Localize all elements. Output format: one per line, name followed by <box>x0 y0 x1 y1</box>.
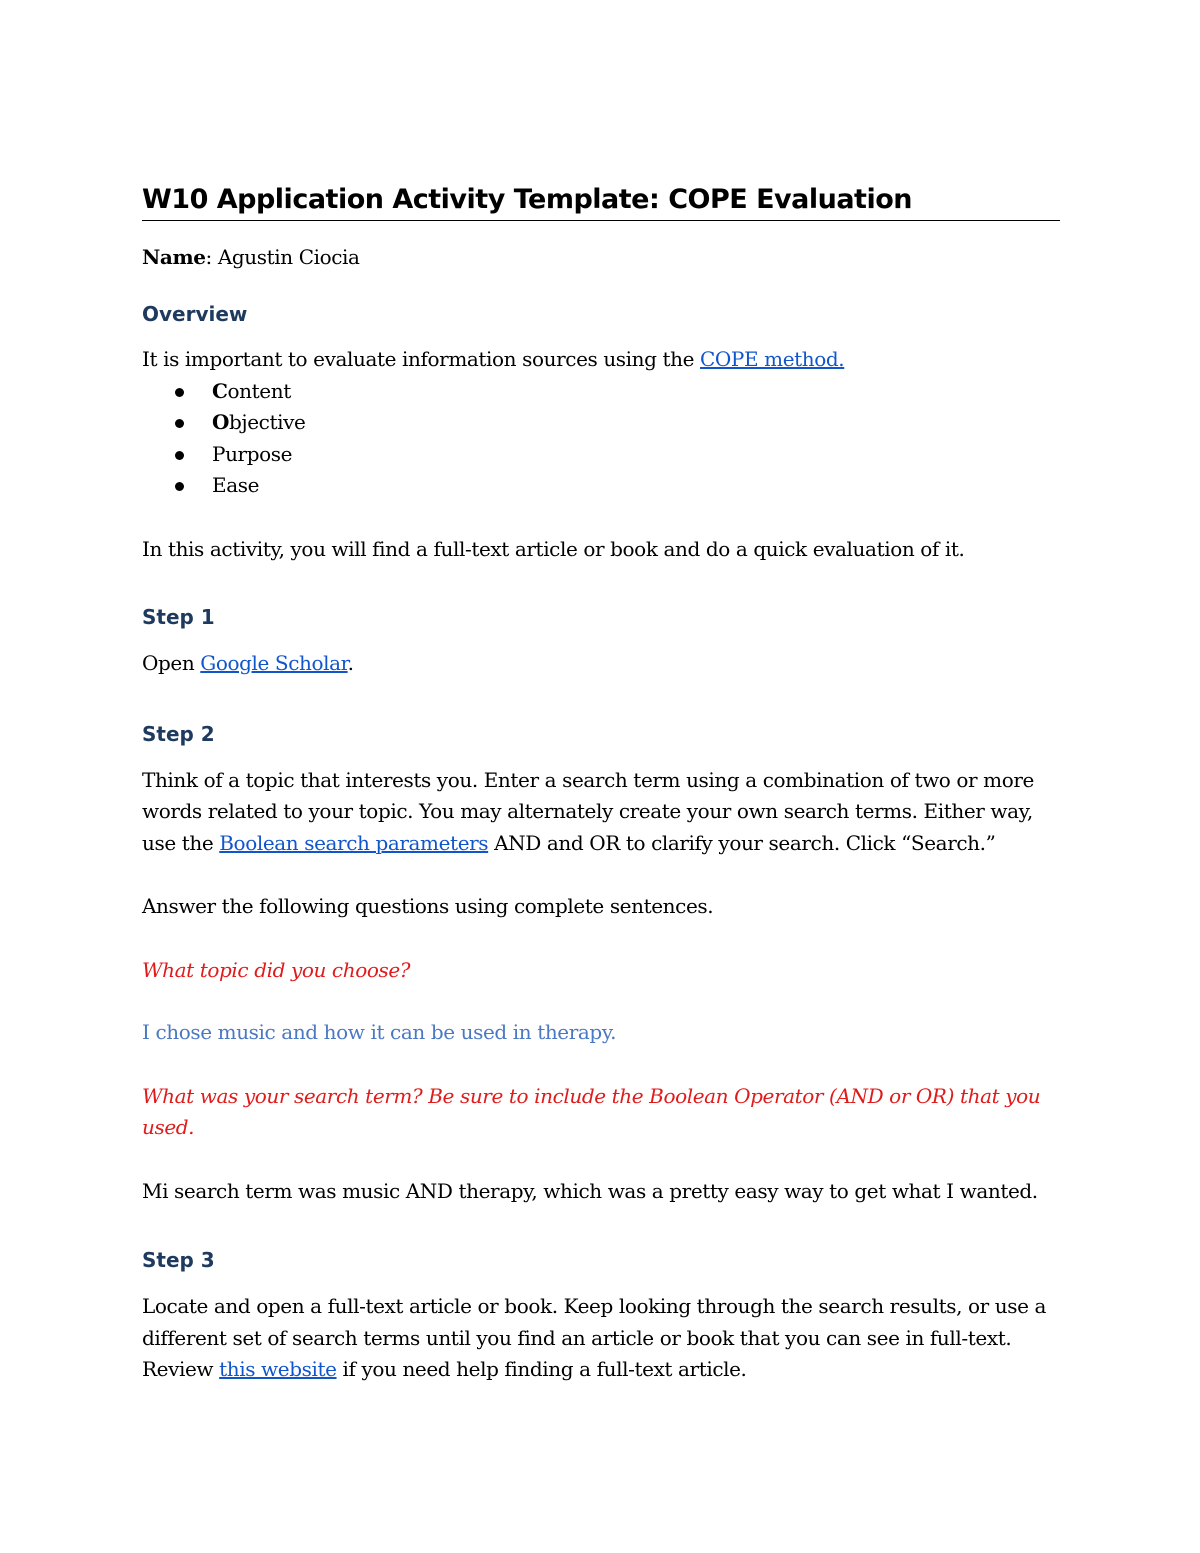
name-value: : Agustin Ciocia <box>205 245 360 269</box>
step1-text-before: Open <box>142 651 201 675</box>
list-item-initial: O <box>212 410 230 434</box>
list-item-rest: ase <box>226 473 260 497</box>
overview-intro <box>142 344 1060 376</box>
this-website-link[interactable]: this website <box>219 1357 337 1381</box>
list-item-rest: bjective <box>229 410 306 434</box>
cope-method-link[interactable]: COPE method. <box>700 347 845 371</box>
step1-text-after: . <box>347 651 354 675</box>
list-item <box>142 439 1060 471</box>
bullet-icon <box>175 451 184 460</box>
answer-topic: I chose music and how it can be used in therapy. <box>142 1020 617 1044</box>
bullet-icon <box>175 419 184 428</box>
boolean-search-link[interactable]: Boolean search parameters <box>219 830 489 855</box>
step3-text-before: Locate and open a full-text article or book. Keep looking through the search results, or use a different set of search terms until you find an article or book that you can see in full-text. Review <box>142 1294 1047 1381</box>
name-line <box>142 241 1060 273</box>
bullet-icon <box>175 388 184 397</box>
list-item-rest: urpose <box>225 441 293 466</box>
step1-heading: Step 1 <box>142 605 215 629</box>
list-item-rest: ontent <box>227 378 291 403</box>
step1-text <box>142 648 1060 680</box>
overview-heading: Overview <box>142 302 248 326</box>
answer-search-term: Mi search term was music AND therapy, which was a pretty easy way to get what I wanted. <box>142 1178 1038 1203</box>
list-item-initial: E <box>212 473 227 497</box>
step3-text-after: if you need help finding a full-text article. <box>336 1357 747 1381</box>
step2-text-after: AND and OR to clarify your search. Click “Search.” <box>488 830 996 855</box>
step2-text-before: Think of a topic that interests you. Enter a search term using a combination of two or more words related to your topic. You may alternately create your own search terms. Either way, use the <box>142 767 1034 855</box>
list-item-initial: P <box>212 441 226 466</box>
name-label: Name <box>142 245 206 269</box>
google-scholar-link[interactable]: Google Scholar <box>200 651 348 675</box>
overview-intro-text: It is important to evaluate information sources using the <box>142 347 701 371</box>
cope-list <box>142 376 1060 502</box>
question-topic: What topic did you choose? <box>142 957 411 982</box>
step2-instructions: Answer the following questions using complete sentences. <box>142 894 714 918</box>
step3-heading: Step 3 <box>142 1248 215 1272</box>
page-title: W10 Application Activity Template: COPE Evaluation <box>142 183 1060 221</box>
list-item <box>142 376 1060 408</box>
activity-description: In this activity, you will find a full-text article or book and do a quick evaluation of it. <box>142 536 965 561</box>
bullet-icon <box>175 482 184 491</box>
step2-text <box>142 765 1060 860</box>
list-item <box>142 407 1060 439</box>
list-item-initial: C <box>212 378 228 403</box>
document-body <box>142 183 1060 1386</box>
list-item <box>142 470 1060 502</box>
step3-text <box>142 1291 1060 1386</box>
question-search-term: What was your search term? Be sure to include the Boolean Operator (AND or OR) that you used. <box>142 1083 1041 1139</box>
step2-heading: Step 2 <box>142 721 215 746</box>
